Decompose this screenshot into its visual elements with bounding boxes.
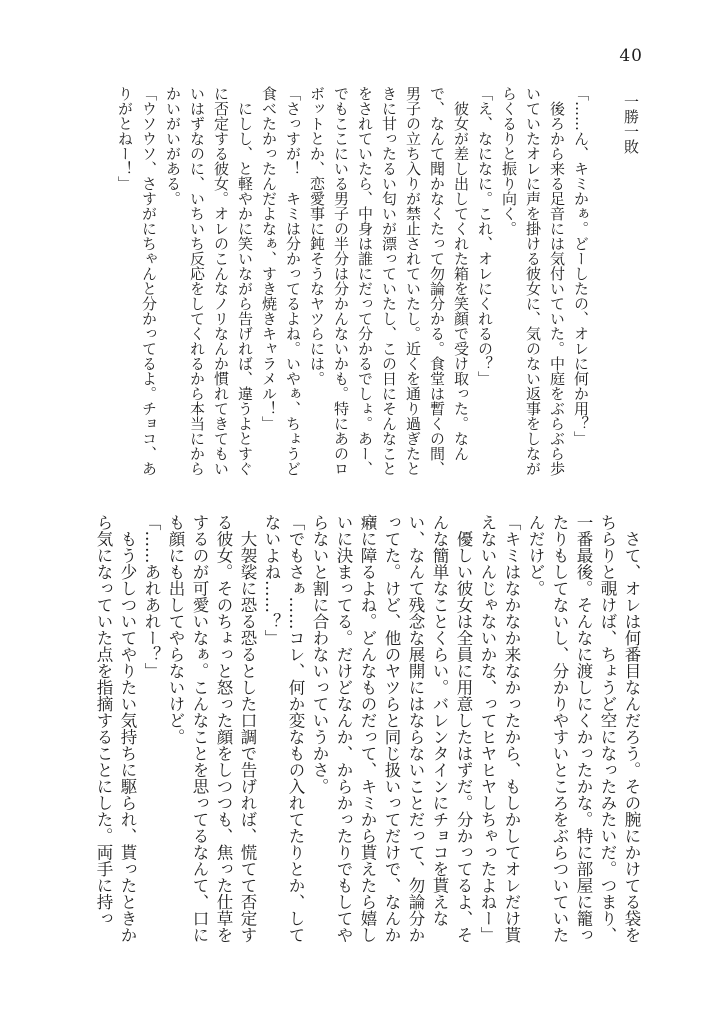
paragraph: さて、オレは何番目なんだろう。その腕にかけてる袋をちらりと覗けば、ちょうど空になったみたいだ。つまり、一番最後。そんなに渡しにくかったかな。特に部屋に籠ったりもしてないし、分かりやすいところをぶらついていたんだけど。 [526,514,641,943]
paragraph: 「え、なになに。これ、オレにくれるの？」 [476,86,494,386]
paragraph: 大袈裟に恐る恐るとした口調で告げれば、慌てて否定する彼女。そのちょっと怒った顔をしつつも、焦った仕草をするのが可愛いなぁ。こんなことを思ってるなんて、口にも顔にも出してやらないけど。 [166,514,257,943]
paragraph: にしし、と軽やかに笑いながら告げれば、違うよとすぐに否定する彼女。オレのこんなノリなんか慣れてきてもいいはずなのに、いちいち反応をしてくれるから本当にからかいがいがある。 [164,86,254,476]
story-title: 一勝一敗 [622,94,640,154]
paragraph: 「……ん、キミかぁ。どーしたの、オレに何か用？」 [572,86,590,446]
upper-text-block [81,86,643,480]
lower-text-block [81,514,643,958]
paragraph: 彼女が差し出してくれた箱を笑顔で受け取った。なんで、なんて聞かなくたって勿論分かる。食堂は暫くの間、男子の立ち入りが禁止されていたし。近くを通り過ぎたときに甘ったるい匂いが漂っていたし、この日にそんなことをされていたら、中身は誰にだって分かるでしょ。あー、でもここにいる男子の半分は分かんないかも。特にあのロボットとか、恋愛事に鈍そうなヤツらには。 [308,86,470,476]
page-number: 40 [619,46,643,66]
paragraph: 「でもさぁ……コレ、何か変なもの入れてたりとか、してないよね……？」 [262,514,305,943]
paragraph: 優しい彼女は全員に用意したはずだ。分かってるよ、そんな簡単なことくらい。バレンタインにチョコを貰えない、なんて残念な展開にはならないことだって、勿論分かってた。けど、他のヤツらと同じ扱いってだけで、なんか癪に障るよね。どんなものだって、キミから貰えたら嬉しいに決まってる。だけどなんか、からかったりでもしてやらないと割に合わないっていうかさ。 [310,514,473,943]
paragraph: 「さっすが！ キミは分かってるよね。いやぁ、ちょうど食べたかったんだよなぁ、すき焼きキャラメル！」 [260,86,302,476]
paragraph: 「……あれあれー？」 [142,514,161,679]
paragraph: 「ウソウソ、さすがにちゃんと分かってるよ。チョコ、ありがとねー！」 [116,86,158,476]
paragraph: 「キミはなかなか来なかったから、もしかしてオレだけ貰えないんじゃないかな、ってヒヤヒヤしちゃったよねー」 [478,514,521,943]
paragraph: 後ろから来る足音には気付いていた。中庭をぶらぶら歩いていたオレに声を掛ける彼女に、気のない返事をしながらくるりと振り向く。 [500,86,566,476]
paragraph: もう少しついてやりたい気持ちに駆られ、貰ったときから気になっていた点を指摘することにした。両手に持っ [94,514,137,943]
